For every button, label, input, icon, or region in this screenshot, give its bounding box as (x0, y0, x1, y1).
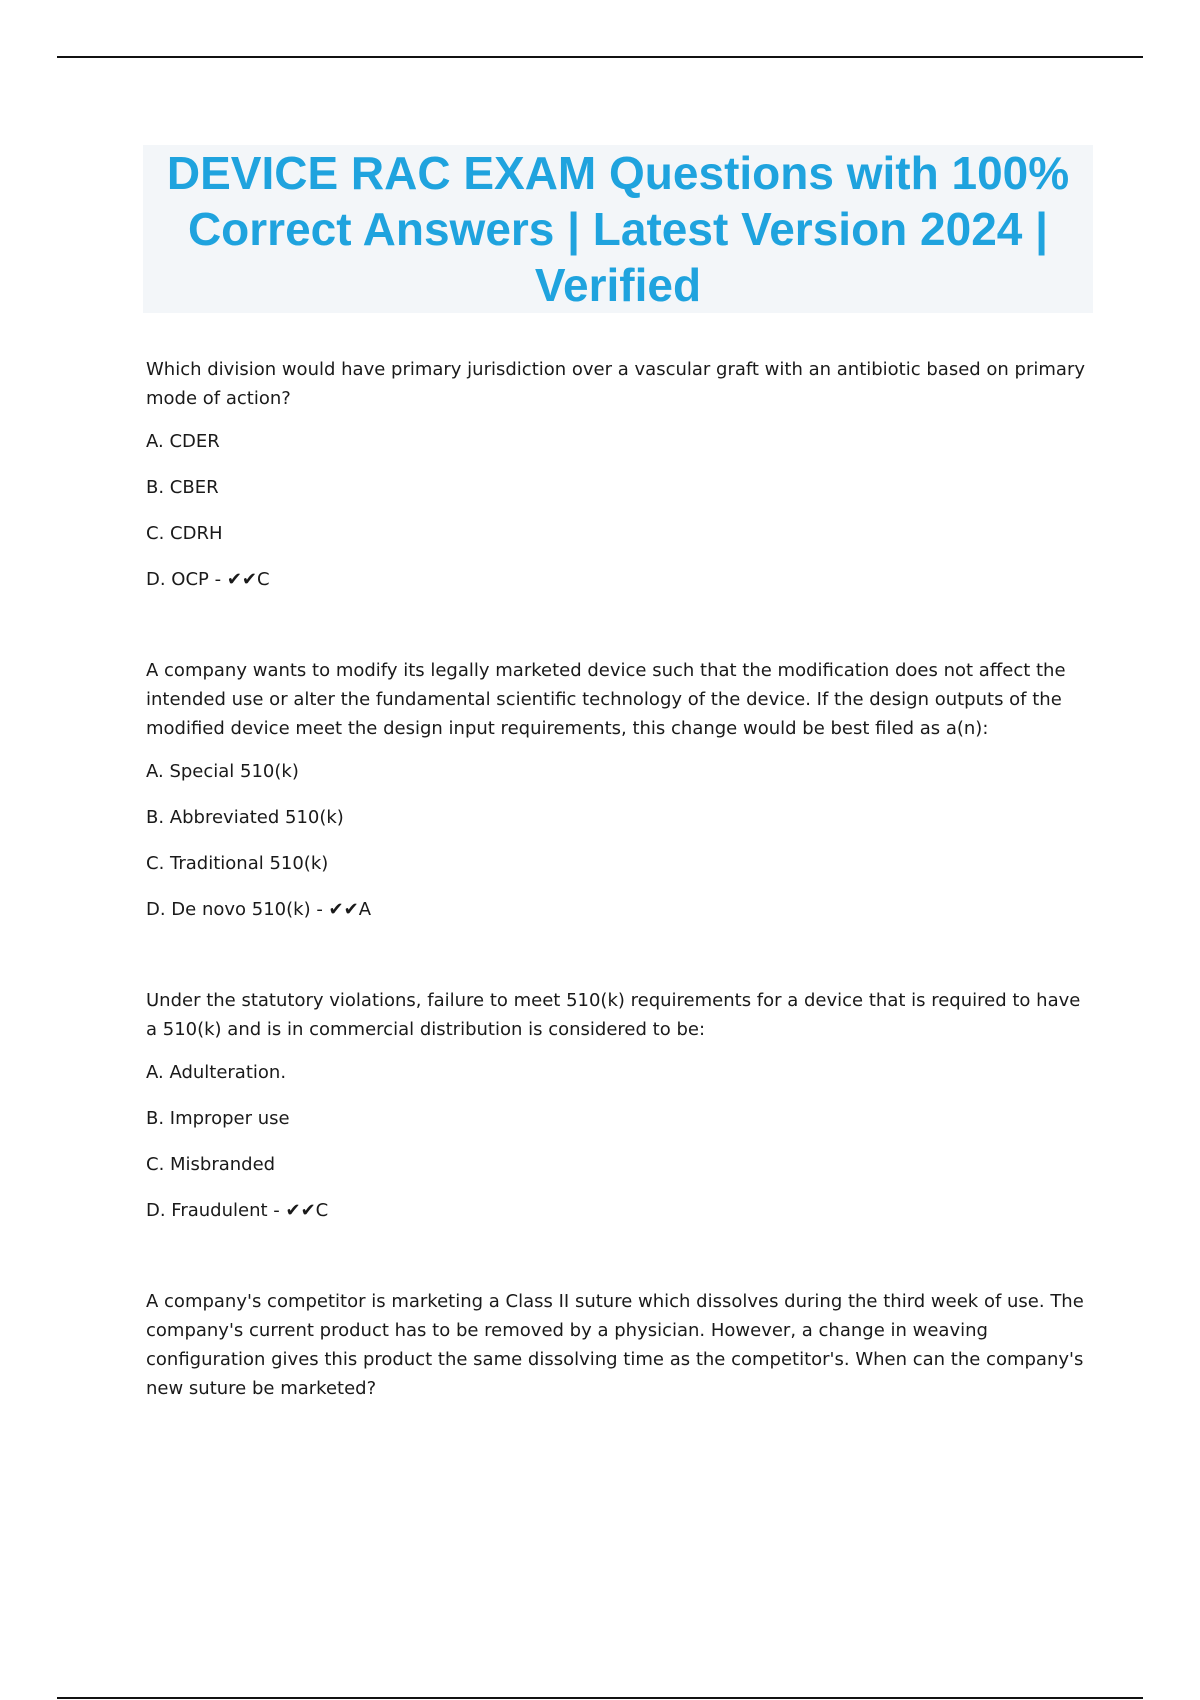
answer-option-c: C. CDRH (146, 523, 223, 544)
answer-option-b: B. Improper use (146, 1108, 290, 1129)
answer-option-a: A. Special 510(k) (146, 761, 299, 782)
answer-option-a: A. Adulteration. (146, 1062, 287, 1083)
question-block-2 (146, 656, 1092, 941)
answer-option-d: D. Fraudulent - ✔✔C (146, 1200, 329, 1221)
top-divider (57, 56, 1143, 58)
answer-option-b: B. CBER (146, 477, 219, 498)
question-list (146, 355, 1092, 1417)
question-block-1 (146, 355, 1092, 611)
answer-option-a: A. CDER (146, 431, 220, 452)
answer-option-d: D. OCP - ✔✔C (146, 569, 270, 590)
bottom-divider (57, 1697, 1143, 1699)
answer-option-c: C. Misbranded (146, 1154, 276, 1175)
question-text: A company wants to modify its legally marketed device such that the modification does not affect the intended use or alter the fundamental scientific technology of the device. If the design outputs of the modified device meet the design input requirements, this change would be best filed as a(n): (146, 660, 1066, 739)
question-block-3 (146, 986, 1092, 1242)
question-text: Which division would have primary jurisdiction over a vascular graft with an antibiotic based on primary mode of action? (146, 359, 1086, 409)
answer-option-c: C. Traditional 510(k) (146, 853, 329, 874)
page-title: DEVICE RAC EXAM Questions with 100% Correct Answers | Latest Version 2024 | Verified (166, 147, 1070, 311)
question-text: A company's competitor is marketing a Class II suture which dissolves during the third week of use. The company's current product has to be removed by a physician. However, a change in weaving configuration gives this product the same dissolving time as the competitor's. When can the company's new suture be marketed? (146, 1291, 1084, 1399)
question-block-4 (146, 1287, 1092, 1403)
title-banner (143, 145, 1093, 313)
answer-option-d: D. De novo 510(k) - ✔✔A (146, 899, 372, 920)
answer-option-b: B. Abbreviated 510(k) (146, 807, 344, 828)
question-text: Under the statutory violations, failure to meet 510(k) requirements for a device that is required to have a 510(k) and is in commercial distribution is considered to be: (146, 990, 1081, 1040)
